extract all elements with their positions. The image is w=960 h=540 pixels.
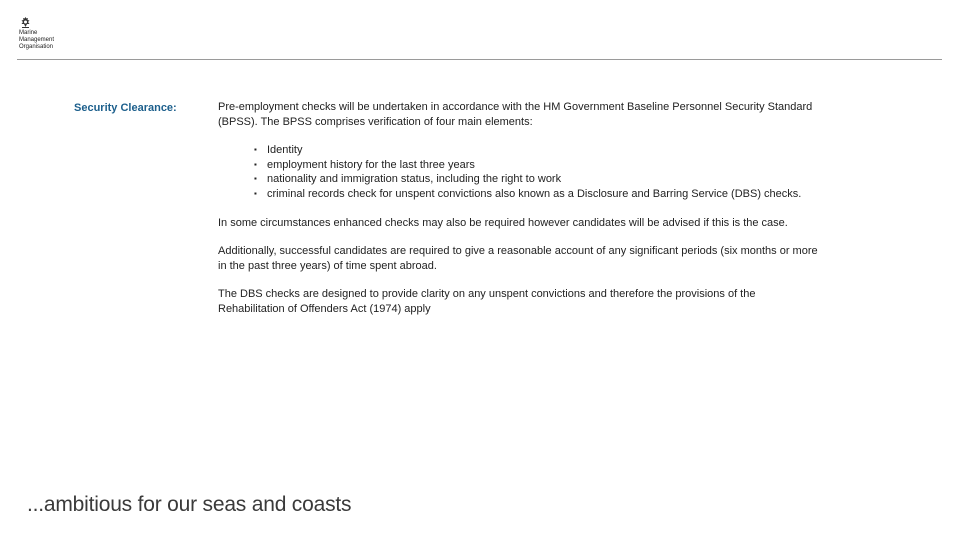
- list-item-text: criminal records check for unspent convictions also known as a Disclosure and Barring Service (DBS) checks.: [267, 187, 802, 200]
- checks-list: [218, 143, 818, 201]
- bullet-icon: ▪: [254, 159, 257, 169]
- logo-line-2: Management: [19, 37, 55, 43]
- content-body: [218, 100, 818, 317]
- list-item-text: employment history for the last three years: [267, 158, 475, 171]
- dbs-paragraph: The DBS checks are designed to provide clarity on any unspent convictions and therefore the provisions of the Rehabilitation of Offenders Act (1974) apply: [218, 288, 756, 315]
- royal-crest-icon: [19, 16, 32, 29]
- enhanced-checks-paragraph: In some circumstances enhanced checks may also be required however candidates will be advised if this is the case.: [218, 216, 788, 229]
- logo-line-1: Marine: [19, 30, 38, 36]
- time-abroad-paragraph: Additionally, successful candidates are required to give a reasonable account of any significant periods (six months or more in the past three years) of time spent abroad.: [218, 245, 818, 272]
- list-item: [254, 172, 818, 187]
- list-item-text: nationality and immigration status, including the right to work: [267, 173, 562, 186]
- logo-line-3: Organisation: [19, 44, 54, 50]
- list-item-text: Identity: [267, 144, 303, 157]
- bullet-icon: ▪: [254, 145, 257, 155]
- header-divider: [17, 59, 942, 60]
- logo-wordmark: [19, 30, 54, 51]
- list-item: [254, 187, 818, 202]
- list-item: [254, 158, 818, 173]
- mmo-logo: [18, 16, 78, 56]
- bullet-icon: ▪: [254, 188, 257, 198]
- bullet-icon: ▪: [254, 174, 257, 184]
- footer-tagline: ...ambitious for our seas and coasts: [27, 493, 352, 516]
- list-item: [254, 143, 818, 158]
- section-label: Security Clearance:: [74, 102, 177, 114]
- intro-paragraph: Pre-employment checks will be undertaken in accordance with the HM Government Baseline Personnel Security Standard (BPSS). The BPSS comprises verification of four main elements:: [218, 101, 813, 128]
